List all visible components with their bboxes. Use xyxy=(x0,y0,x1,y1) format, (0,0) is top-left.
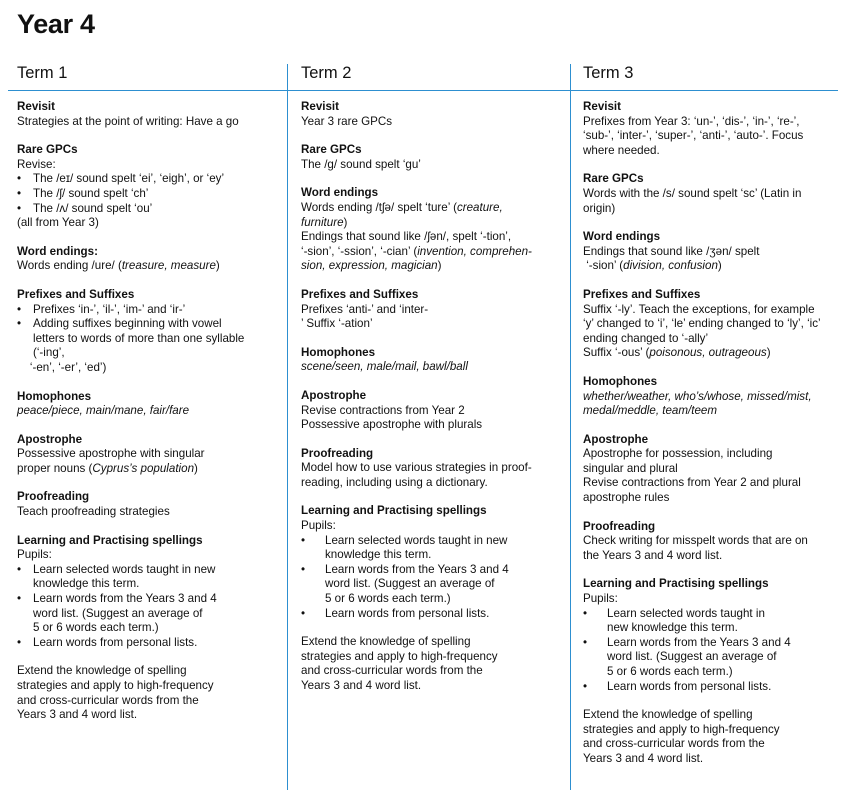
bullet-item xyxy=(17,303,279,318)
text-run: ending changed to ‘-ally’ xyxy=(583,331,709,345)
text-run: word list. (Suggest an average of xyxy=(607,650,777,664)
section-title: Rare GPCs xyxy=(583,172,644,186)
bullet-text xyxy=(325,607,563,622)
text-run: Apostrophe for possession, including xyxy=(583,447,773,461)
text-run: Year 3 rare GPCs xyxy=(301,114,393,128)
section xyxy=(301,635,563,693)
text-line xyxy=(301,635,563,650)
bullet-item xyxy=(17,563,279,592)
bullet-text xyxy=(607,680,841,695)
text-run: ’ Suffix ‘-ation’ xyxy=(301,317,373,331)
text-line xyxy=(583,476,841,491)
bullet-item xyxy=(583,607,841,636)
text-run: and cross-curricular words from the xyxy=(17,693,199,707)
bullet-icon: • xyxy=(17,302,22,316)
section-title: Proofreading xyxy=(301,446,374,460)
text-run: Extend the knowledge of spelling xyxy=(301,635,471,649)
bullet-icon: • xyxy=(583,606,588,620)
italic-text: Cyprus’s population xyxy=(92,461,195,475)
section-title: Homophones xyxy=(17,389,92,403)
italic-text: poisonous, outrageous xyxy=(649,346,767,360)
text-line xyxy=(583,129,841,144)
text-line xyxy=(17,708,279,723)
text-line xyxy=(583,534,841,549)
bullet-item xyxy=(301,607,563,622)
text-run: ) xyxy=(343,215,348,229)
text-line xyxy=(325,592,563,607)
text-run: Learn selected words taught in xyxy=(607,606,765,620)
section xyxy=(583,288,841,361)
text-line xyxy=(607,650,841,665)
text-line xyxy=(33,563,279,578)
italic-text: creature, xyxy=(456,200,503,214)
text-run: Prefixes from Year 3: ‘un-’, ‘dis-’, ‘in-’, ‘re-’, xyxy=(583,114,800,128)
text-run: knowledge this term. xyxy=(33,577,140,591)
text-line xyxy=(301,303,563,318)
text-run: Strategies at the point of writing: Have a go xyxy=(17,114,239,128)
text-run: Learn words from personal lists. xyxy=(325,606,490,620)
section xyxy=(301,447,563,491)
section-title: Proofreading xyxy=(17,490,90,504)
section xyxy=(301,186,563,274)
text-line xyxy=(17,694,279,709)
bullet-text xyxy=(33,317,279,361)
text-run: ‘-sion’ ( xyxy=(583,259,624,273)
text-line xyxy=(301,461,563,476)
bullet-text xyxy=(325,563,563,607)
bullet-icon: • xyxy=(583,679,588,693)
bullet-icon: • xyxy=(301,562,306,576)
section-title: Rare GPCs xyxy=(301,143,362,157)
text-line xyxy=(33,607,279,622)
text-line xyxy=(17,447,279,462)
text-line xyxy=(301,230,563,245)
bullet-text xyxy=(33,636,279,651)
text-line xyxy=(325,607,563,622)
section xyxy=(17,100,279,129)
text-line xyxy=(301,360,563,375)
column-divider xyxy=(570,64,571,790)
text-run: ‘-en’, ‘-er’, ‘ed’) xyxy=(17,360,107,374)
text-line xyxy=(583,390,841,405)
text-line xyxy=(583,202,841,217)
text-run: (‘-ing’, xyxy=(33,346,65,360)
section-title: Revisit xyxy=(17,100,56,113)
text-line xyxy=(17,361,279,376)
text-run: reading, including using a dictionary. xyxy=(301,475,488,489)
text-run: Years 3 and 4 word list. xyxy=(301,679,422,692)
bullet-text xyxy=(33,563,279,592)
text-run: knowledge this term. xyxy=(325,548,432,562)
term-heading: Term 1 xyxy=(17,64,68,82)
term-column xyxy=(301,64,563,692)
text-run: Model how to use various strategies in proof- xyxy=(301,461,532,475)
text-line xyxy=(17,259,279,274)
section-title: Proofreading xyxy=(583,519,656,533)
text-line xyxy=(33,187,279,202)
text-line xyxy=(583,346,841,361)
bullet-icon: • xyxy=(583,635,588,649)
section-title: Apostrophe xyxy=(583,432,649,446)
italic-text: medal/meddle, team/teem xyxy=(583,404,718,418)
bullet-text xyxy=(33,592,279,636)
bullet-text xyxy=(33,172,279,187)
text-run: and cross-curricular words from the xyxy=(583,737,765,751)
text-line xyxy=(583,491,841,506)
section xyxy=(17,143,279,231)
text-line xyxy=(301,519,563,534)
text-line xyxy=(301,418,563,433)
term-column xyxy=(583,64,841,765)
text-line xyxy=(607,680,841,695)
section xyxy=(17,534,279,651)
text-line xyxy=(301,650,563,665)
text-run: Revise: xyxy=(17,157,56,171)
section xyxy=(583,708,841,766)
section-title: Apostrophe xyxy=(17,432,83,446)
section xyxy=(17,664,279,722)
text-run: The /ʌ/ sound spelt ‘ou’ xyxy=(33,201,153,215)
text-line xyxy=(301,476,563,491)
text-run: ) xyxy=(766,346,771,360)
text-line xyxy=(33,202,279,217)
text-line xyxy=(583,723,841,738)
section-title: Revisit xyxy=(301,100,340,113)
section xyxy=(301,288,563,332)
text-run: Adding suffixes beginning with vowel xyxy=(33,317,222,331)
section xyxy=(301,100,563,129)
section xyxy=(583,433,841,506)
bullet-item xyxy=(17,317,279,361)
text-run: Teach proofreading strategies xyxy=(17,505,170,519)
text-run: Pupils: xyxy=(583,592,618,606)
text-line xyxy=(583,752,841,767)
text-line xyxy=(607,665,841,680)
text-run: strategies and apply to high-frequency xyxy=(17,679,214,692)
term-heading: Term 3 xyxy=(583,64,634,82)
text-line xyxy=(583,259,841,274)
text-line xyxy=(301,216,563,231)
text-line xyxy=(301,679,563,694)
bullet-icon: • xyxy=(17,317,22,331)
text-run: Pupils: xyxy=(17,548,52,562)
section xyxy=(301,504,563,621)
section xyxy=(301,143,563,172)
text-line xyxy=(583,115,841,130)
text-line xyxy=(325,563,563,578)
section xyxy=(583,375,841,419)
text-line xyxy=(17,158,279,173)
text-line xyxy=(301,245,563,260)
section-title: Learning and Practising spellings xyxy=(301,504,487,518)
section xyxy=(17,245,279,274)
italic-text: scene/seen, male/mail, bawl/ball xyxy=(301,360,468,374)
text-run: Revise contractions from Year 2 xyxy=(301,403,465,417)
bullet-item xyxy=(17,172,279,187)
bullet-text xyxy=(325,534,563,563)
bullet-item xyxy=(17,636,279,651)
text-line xyxy=(583,462,841,477)
italic-text: whether/weather, who’s/whose, missed/mist, xyxy=(583,389,812,403)
section-title: Homophones xyxy=(301,345,376,359)
text-line xyxy=(33,636,279,651)
bullet-item xyxy=(301,534,563,563)
bullet-text xyxy=(607,636,841,680)
text-run: Extend the knowledge of spelling xyxy=(583,708,753,722)
text-line xyxy=(17,664,279,679)
text-line xyxy=(33,592,279,607)
text-run: Words with the /s/ sound spelt ‘sc’ (Latin in xyxy=(583,186,802,200)
italic-text: sion, expression, magician xyxy=(301,259,438,273)
text-run: Suffix ‘-ous’ ( xyxy=(583,346,650,360)
text-run: singular and plural xyxy=(583,461,678,475)
text-run: ) xyxy=(437,259,442,273)
section xyxy=(17,288,279,376)
text-run: new knowledge this term. xyxy=(607,621,738,635)
text-run: Revise contractions from Year 2 and plural xyxy=(583,476,801,490)
bullet-item xyxy=(17,592,279,636)
text-line xyxy=(325,577,563,592)
text-line xyxy=(583,447,841,462)
text-run: Suffix ‘-ly’. Teach the exceptions, for example xyxy=(583,302,815,316)
text-run: Possessive apostrophe with singular xyxy=(17,447,205,461)
text-run: ‘sub-’, ‘inter-’, ‘super-’, ‘anti-’, ‘auto-’. Focus xyxy=(583,129,804,143)
text-run: 5 or 6 words each term.) xyxy=(607,665,733,678)
bullet-icon: • xyxy=(17,635,22,649)
text-run: The /ʃ/ sound spelt ‘ch’ xyxy=(33,186,149,200)
text-line xyxy=(301,259,563,274)
text-run: Endings that sound like /ʒən/ spelt xyxy=(583,244,760,258)
text-line xyxy=(583,245,841,260)
text-run: Learn selected words taught in new xyxy=(325,533,508,547)
text-run: ‘-sion’, ‘-ssion’, ‘-cian’ ( xyxy=(301,244,418,258)
text-line xyxy=(17,462,279,477)
italic-text: peace/piece, main/mane, fair/fare xyxy=(17,404,190,418)
section-title: Rare GPCs xyxy=(17,143,78,157)
text-line xyxy=(33,303,279,318)
section xyxy=(583,577,841,694)
text-run: 5 or 6 words each term.) xyxy=(325,592,451,606)
section xyxy=(583,172,841,216)
text-run: origin) xyxy=(583,201,616,215)
text-run: The /eɪ/ sound spelt ‘ei’, ‘eigh’, or ‘ey’ xyxy=(33,172,225,186)
text-run: Extend the knowledge of spelling xyxy=(17,664,187,678)
text-line xyxy=(17,505,279,520)
section-title: Prefixes and Suffixes xyxy=(17,287,135,301)
bullet-icon: • xyxy=(301,606,306,620)
text-run: word list. (Suggest an average of xyxy=(325,577,495,591)
bullet-item xyxy=(583,636,841,680)
text-run: Learn words from the Years 3 and 4 xyxy=(33,592,217,606)
text-run: ) xyxy=(194,461,198,475)
text-line xyxy=(607,636,841,651)
text-line xyxy=(583,708,841,723)
text-line xyxy=(583,317,841,332)
page-title: Year 4 xyxy=(17,9,95,39)
text-run: Prefixes ‘anti-’ and ‘inter- xyxy=(301,302,429,316)
text-line xyxy=(17,216,279,231)
section-title: Prefixes and Suffixes xyxy=(301,287,419,301)
text-line xyxy=(33,577,279,592)
section xyxy=(583,520,841,564)
term-body xyxy=(17,100,279,737)
text-line xyxy=(583,404,841,419)
text-run: Prefixes ‘in-’, ‘il-’, ‘im-’ and ‘ir-’ xyxy=(33,302,186,316)
section-title: Word endings xyxy=(301,186,379,200)
text-run: (all from Year 3) xyxy=(17,216,99,230)
section-title: Learning and Practising spellings xyxy=(17,533,203,547)
bullet-item xyxy=(17,187,279,202)
section xyxy=(17,490,279,519)
text-line xyxy=(33,317,279,332)
text-line xyxy=(583,549,841,564)
text-run: ) xyxy=(717,259,722,273)
section-title: Word endings xyxy=(583,230,661,244)
text-line xyxy=(325,548,563,563)
term-body xyxy=(301,100,563,708)
text-line xyxy=(583,187,841,202)
text-line xyxy=(301,317,563,332)
bullet-item xyxy=(583,680,841,695)
text-line xyxy=(17,115,279,130)
section-title: Learning and Practising spellings xyxy=(583,577,769,591)
bullet-text xyxy=(607,607,841,636)
text-line xyxy=(17,404,279,419)
bullet-text xyxy=(33,202,279,217)
text-run: Learn words from personal lists. xyxy=(33,635,198,649)
column-divider xyxy=(287,64,288,790)
term-body xyxy=(583,100,841,781)
text-run: proper nouns ( xyxy=(17,461,93,475)
text-line xyxy=(33,621,279,636)
section xyxy=(17,433,279,477)
text-run: Learn selected words taught in new xyxy=(33,562,216,576)
section xyxy=(583,230,841,274)
bullet-text xyxy=(33,187,279,202)
text-line xyxy=(583,737,841,752)
section-title: Homophones xyxy=(583,374,658,388)
italic-text: division, confusion xyxy=(623,259,718,273)
section-title: Word endings: xyxy=(17,244,98,258)
bullet-icon: • xyxy=(17,592,22,606)
text-line xyxy=(301,664,563,679)
section xyxy=(301,389,563,433)
text-line xyxy=(33,172,279,187)
text-run: Learn words from personal lists. xyxy=(607,679,772,693)
text-line xyxy=(301,201,563,216)
text-run: Possessive apostrophe with plurals xyxy=(301,418,483,432)
text-line xyxy=(33,332,279,347)
text-run: Endings that sound like /ʃən/, spelt ‘-tion’, xyxy=(301,230,512,244)
text-line xyxy=(583,303,841,318)
bullet-icon: • xyxy=(17,562,22,576)
text-line xyxy=(607,621,841,636)
bullet-item xyxy=(17,202,279,217)
text-line xyxy=(607,607,841,622)
section-title: Apostrophe xyxy=(301,388,367,402)
section-title: Revisit xyxy=(583,100,622,113)
text-run: The /g/ sound spelt ‘gu’ xyxy=(301,157,421,171)
bullet-icon: • xyxy=(301,533,306,547)
bullet-item xyxy=(301,563,563,607)
text-line xyxy=(301,404,563,419)
italic-text: treasure, measure xyxy=(121,259,216,273)
text-line xyxy=(583,144,841,159)
text-run: 5 or 6 words each term.) xyxy=(33,621,159,635)
text-run: Pupils: xyxy=(301,519,336,533)
text-run: where needed. xyxy=(583,143,660,157)
term-column xyxy=(17,64,279,722)
italic-text: invention, comprehen- xyxy=(417,244,532,258)
text-run: Words ending /tʃə/ spelt ‘ture’ ( xyxy=(301,200,457,214)
text-run: word list. (Suggest an average of xyxy=(33,606,203,620)
italic-text: furniture xyxy=(301,215,344,229)
text-run: Years 3 and 4 word list. xyxy=(17,708,138,722)
text-run: apostrophe rules xyxy=(583,491,670,505)
section xyxy=(17,390,279,419)
section xyxy=(583,100,841,158)
text-line xyxy=(17,679,279,694)
text-run: Words ending /ure/ ( xyxy=(17,259,122,273)
text-line xyxy=(583,592,841,607)
text-line xyxy=(33,346,279,361)
text-run: Years 3 and 4 word list. xyxy=(583,751,704,765)
text-run: ) xyxy=(215,259,220,273)
text-line xyxy=(17,548,279,563)
bullet-icon: • xyxy=(17,186,22,200)
bullet-text xyxy=(33,303,279,318)
text-run: strategies and apply to high-frequency xyxy=(583,722,780,736)
text-line xyxy=(325,534,563,549)
text-run: Check writing for misspelt words that are on xyxy=(583,534,808,548)
bullet-icon: • xyxy=(17,201,22,215)
bullet-icon: • xyxy=(17,172,22,186)
text-run: Learn words from the Years 3 and 4 xyxy=(607,635,791,649)
text-line xyxy=(301,158,563,173)
text-run: letters to words of more than one syllable xyxy=(33,331,245,345)
text-run: the Years 3 and 4 word list. xyxy=(583,548,723,562)
text-run: strategies and apply to high-frequency xyxy=(301,649,498,663)
text-run: ‘y’ changed to ‘i’, ‘le’ ending changed to ‘ly’, ‘ic’ xyxy=(583,317,821,331)
section xyxy=(301,346,563,375)
term-heading: Term 2 xyxy=(301,64,352,82)
section-title: Prefixes and Suffixes xyxy=(583,287,701,301)
text-line xyxy=(301,115,563,130)
text-run: and cross-curricular words from the xyxy=(301,664,483,678)
text-run: Learn words from the Years 3 and 4 xyxy=(325,562,509,576)
text-line xyxy=(583,332,841,347)
